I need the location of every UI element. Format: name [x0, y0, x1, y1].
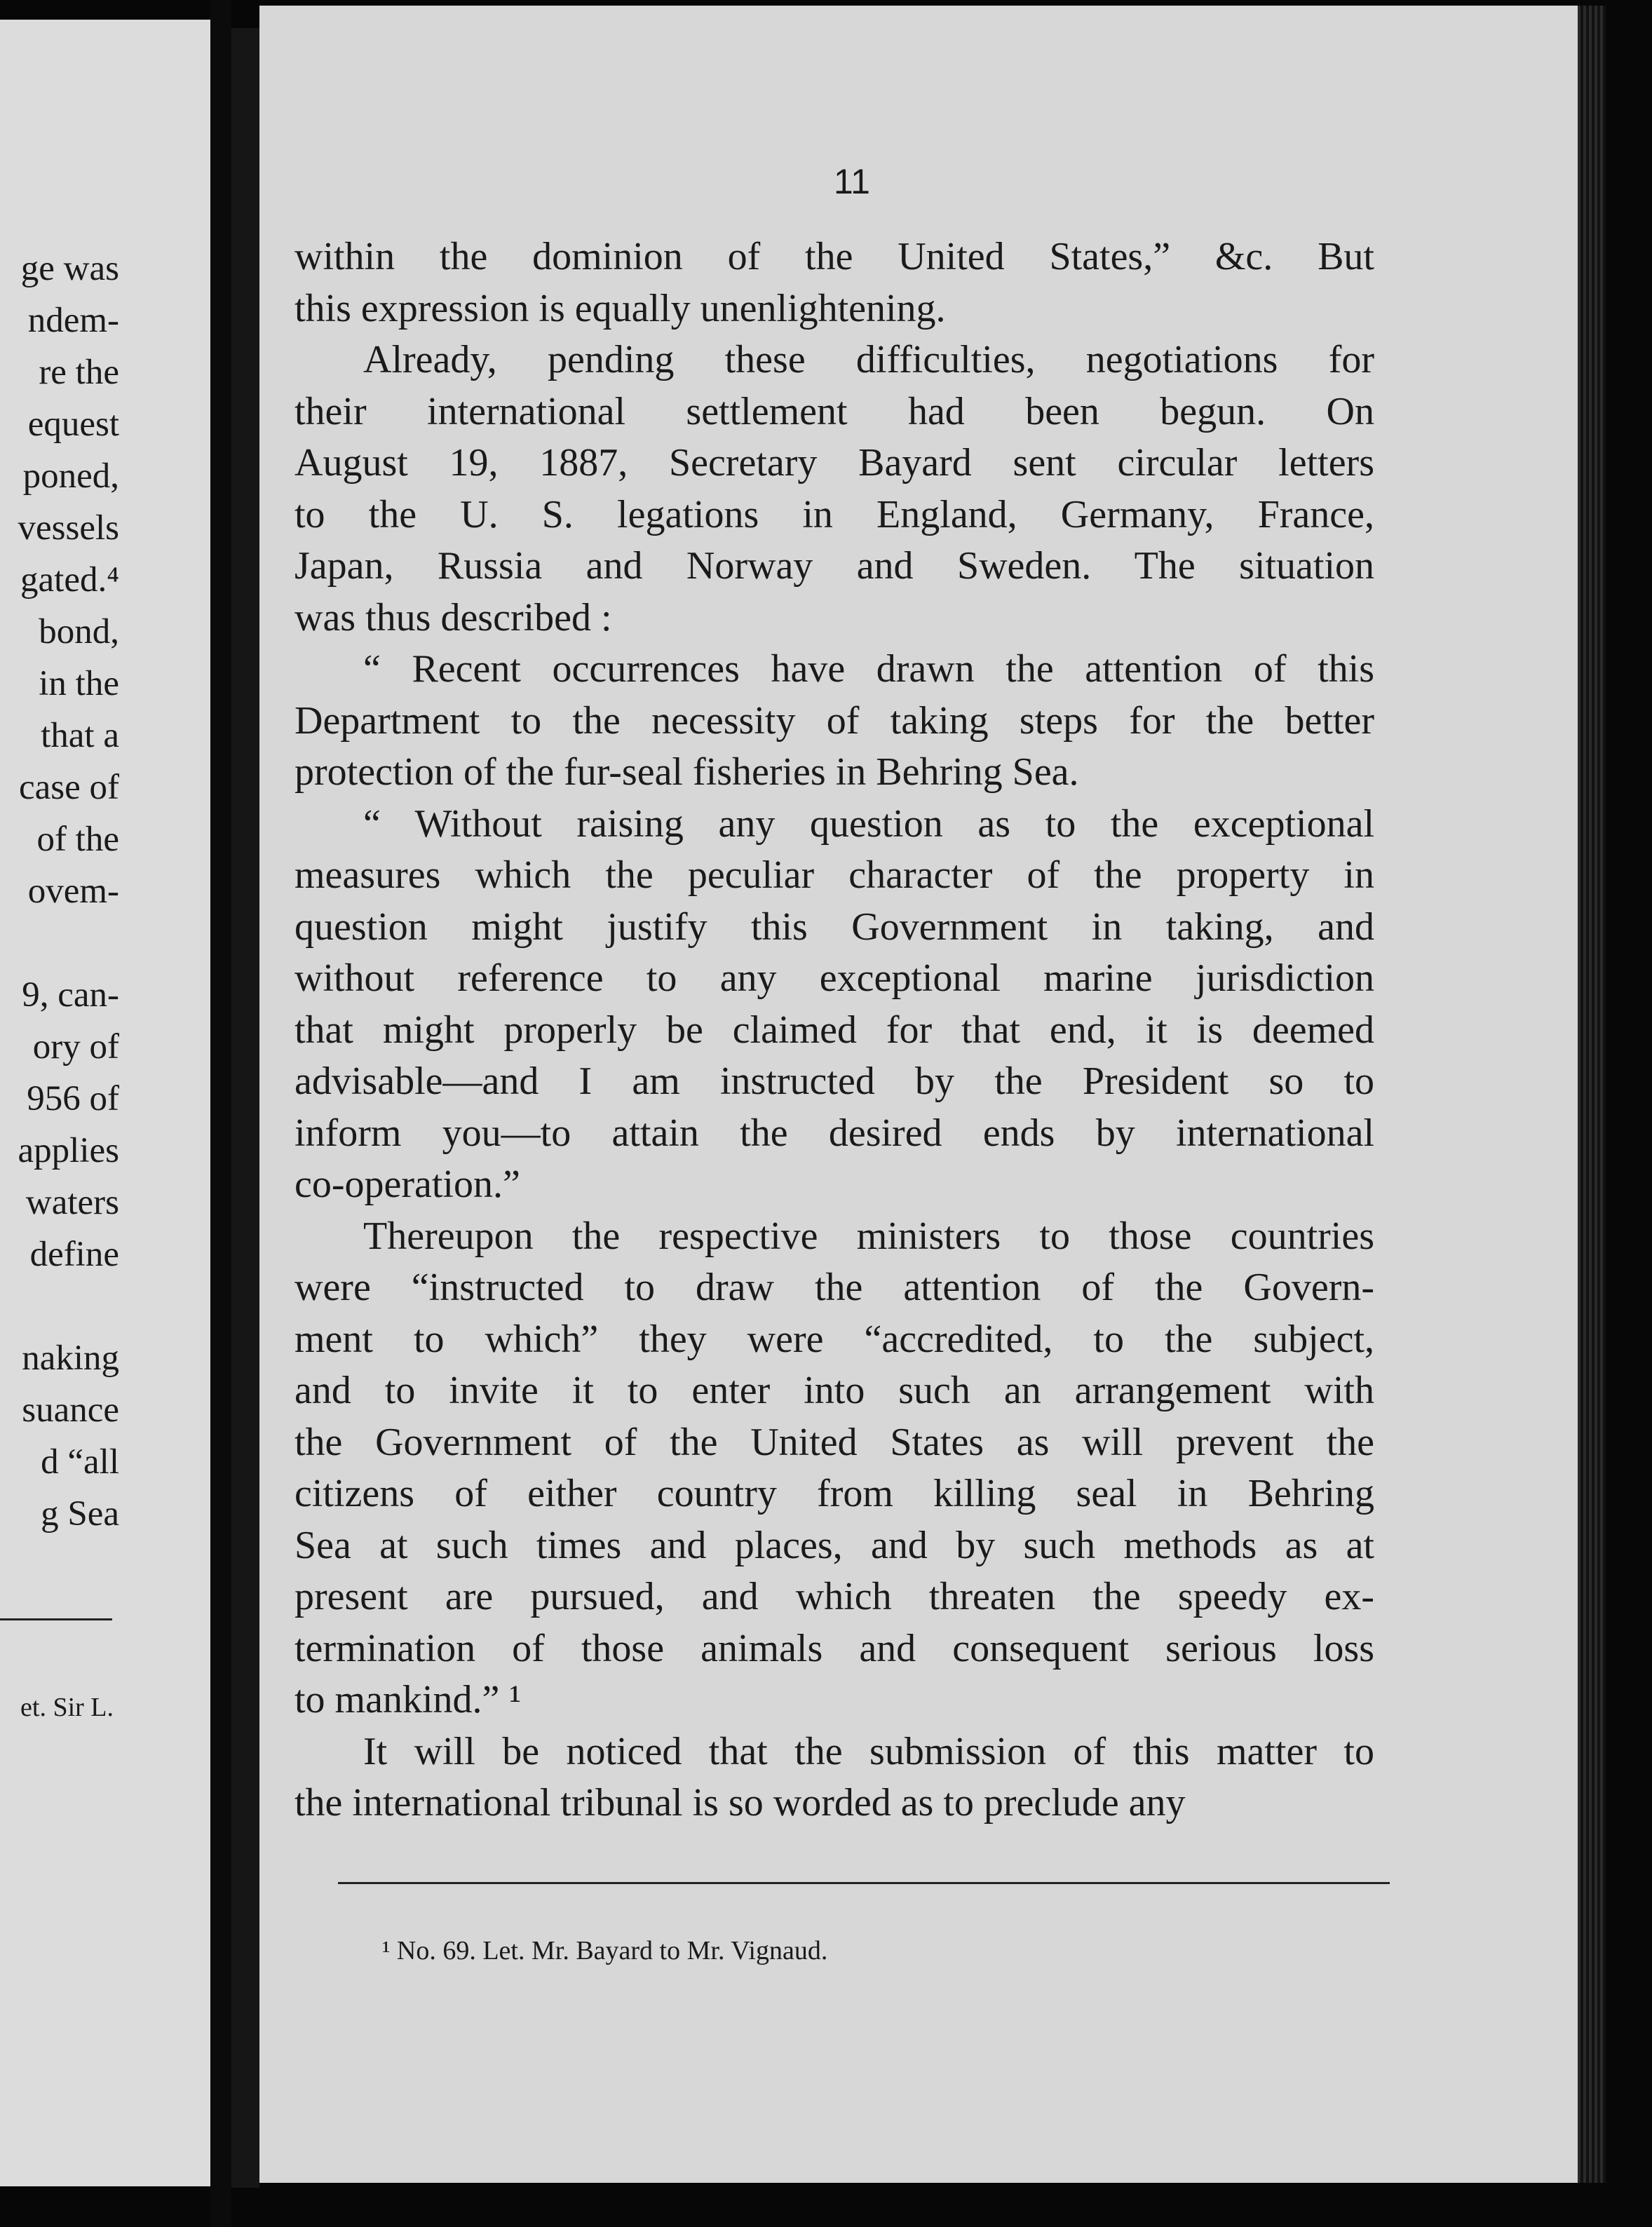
page-11: [259, 6, 1578, 2183]
body-line: were “instructed to draw the attention of the Govern-: [294, 1266, 1374, 1309]
body-text: [294, 231, 1374, 1829]
body-line: citizens of either country from killing seal in Behring: [294, 1472, 1374, 1515]
facing-page-footnote: et. Sir L.: [20, 1693, 114, 1722]
body-line: ment to which” they were “accredited, to the subject,: [294, 1317, 1374, 1361]
body-line: August 19, 1887, Secretary Bayard sent circular letters: [294, 441, 1374, 485]
body-line: question might justify this Government in taking, and: [294, 905, 1374, 949]
facing-page-line: 9, can-: [22, 975, 119, 1015]
body-line: advisable—and I am instructed by the President so to: [294, 1060, 1374, 1103]
footnote: ¹ No. 69. Let. Mr. Bayard to Mr. Vignaud.: [382, 1936, 828, 1965]
footnote-rule: [338, 1882, 1390, 1884]
body-line: “ Recent occurrences have drawn the attention of this: [363, 647, 1374, 691]
body-line: measures which the peculiar character of the property in: [294, 853, 1374, 897]
facing-page-line: in the: [39, 664, 119, 703]
page-stack-edge: [1578, 6, 1606, 2183]
body-line: protection of the fur-seal fisheries in Behring Sea.: [294, 750, 1079, 794]
body-line: this expression is equally unenlightening.: [294, 286, 946, 330]
facing-page-line: gated.⁴: [20, 560, 119, 600]
facing-page-line: vessels: [18, 508, 119, 548]
facing-page-line: equest: [27, 405, 119, 444]
body-line: Already, pending these difficulties, negotiations for: [363, 338, 1374, 381]
body-line: Thereupon the respective ministers to those countries: [363, 1214, 1374, 1258]
body-line: and to invite it to enter into such an arrangement with: [294, 1369, 1374, 1412]
facing-page-line: naking: [22, 1339, 119, 1378]
body-line: It will be noticed that the submission of this matter to: [363, 1729, 1374, 1773]
facing-page-line: ory of: [32, 1027, 119, 1067]
body-line: present are pursued, and which threaten the speedy ex-: [294, 1575, 1374, 1618]
facing-page-line: of the: [36, 820, 119, 859]
facing-page-line: bond,: [39, 612, 119, 651]
facing-page-line: d “all: [41, 1442, 119, 1482]
book-gutter: [210, 0, 231, 2227]
facing-page-line: suance: [22, 1390, 119, 1430]
body-line: without reference to any exceptional marine jurisdiction: [294, 956, 1374, 1000]
facing-page-line: ndem-: [27, 301, 119, 340]
facing-page-line: that a: [41, 716, 119, 755]
body-line: termination of those animals and consequent serious loss: [294, 1626, 1374, 1670]
body-line: Sea at such times and places, and by such methods as at: [294, 1523, 1374, 1567]
body-line: was thus described :: [294, 595, 612, 639]
body-line: the international tribunal is so worded as to preclude any: [294, 1781, 1186, 1825]
facing-page-footnote-rule: [0, 1618, 112, 1620]
body-line: Department to the necessity of taking steps for the better: [294, 698, 1374, 743]
facing-page-line: waters: [25, 1183, 119, 1222]
body-line: the Government of the United States as will prevent the: [294, 1420, 1374, 1464]
facing-page-line: case of: [19, 768, 119, 807]
facing-page-line: poned,: [22, 456, 119, 496]
body-line: to mankind.” ¹: [294, 1678, 522, 1721]
facing-page-line: applies: [18, 1131, 119, 1170]
body-line: Japan, Russia and Norway and Sweden. The situation: [294, 544, 1374, 588]
body-line: co-operation.”: [294, 1163, 520, 1206]
book-spine-shadow: [231, 28, 259, 2188]
body-line: their international settlement had been begun. On: [294, 389, 1374, 433]
facing-page-left: [0, 20, 210, 2186]
body-line: that might properly be claimed for that end, it is deemed: [294, 1008, 1374, 1052]
page-number: 11: [834, 162, 870, 201]
body-line: to the U. S. legations in England, Germany, France,: [294, 492, 1374, 536]
facing-page-line: 956 of: [27, 1079, 119, 1118]
facing-page-line: define: [29, 1235, 119, 1274]
body-line: within the dominion of the United States,” &c. But: [294, 235, 1374, 278]
facing-page-line: ovem-: [27, 872, 119, 911]
body-line: “ Without raising any question as to the exceptional: [363, 801, 1374, 846]
body-line: inform you—to attain the desired ends by international: [294, 1111, 1374, 1155]
facing-page-line: g Sea: [41, 1494, 119, 1534]
facing-page-line: re the: [39, 353, 119, 392]
facing-page-line: ge was: [20, 249, 119, 288]
